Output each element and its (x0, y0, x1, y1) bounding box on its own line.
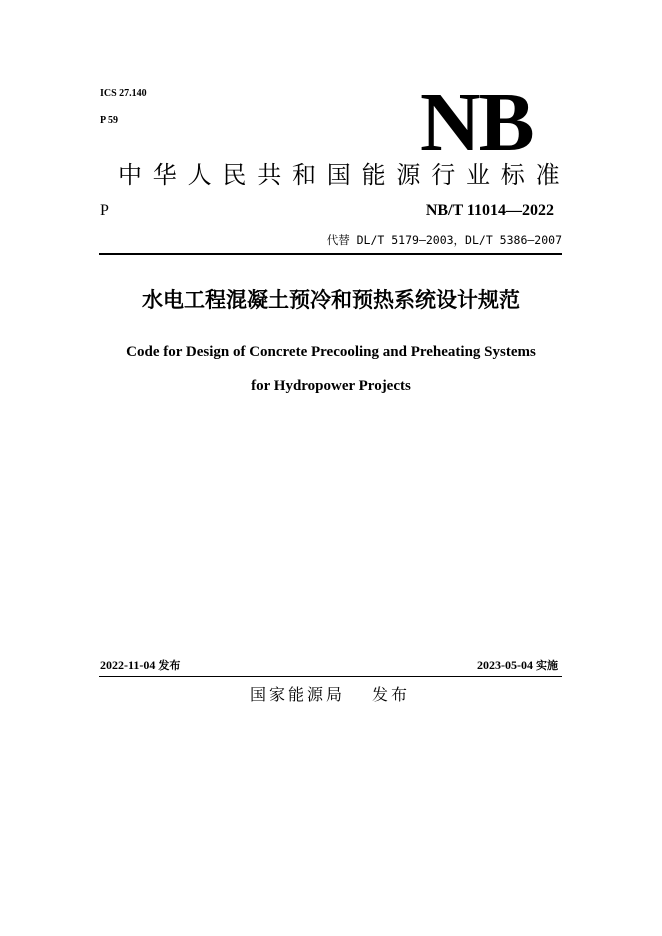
header-divider (99, 253, 562, 255)
ics-code: ICS 27.140 (100, 88, 147, 99)
issue-date-block (100, 657, 180, 674)
nb-logo: NB (420, 76, 533, 169)
standard-category-name: 中华人民共和国能源行业标准 (118, 161, 571, 189)
standard-number: NB/T 11014—2022 (425, 202, 554, 219)
issue-label: 发布 (158, 659, 181, 672)
issuing-action: 发布 (372, 685, 411, 704)
chinese-title: 水电工程混凝土预冷和预热系统设计规范 (142, 288, 520, 312)
issue-date: 2022-11-04 (100, 658, 156, 672)
implement-date-block (477, 657, 558, 674)
implement-label: 实施 (536, 659, 558, 672)
footer-divider (99, 676, 562, 677)
issuing-authority: 国家能源局 (250, 685, 346, 704)
english-title-line-1: Code for Design of Concrete Precooling and Preheating Systems (126, 344, 536, 360)
p-mark: P (100, 202, 109, 219)
implement-date: 2023-05-04 (477, 658, 533, 672)
classification-code: P 59 (100, 115, 119, 126)
replaces-note: 代替 DL/T 5179—2003，DL/T 5386—2007 (326, 233, 562, 247)
english-title-line-2: for Hydropower Projects (251, 378, 411, 394)
